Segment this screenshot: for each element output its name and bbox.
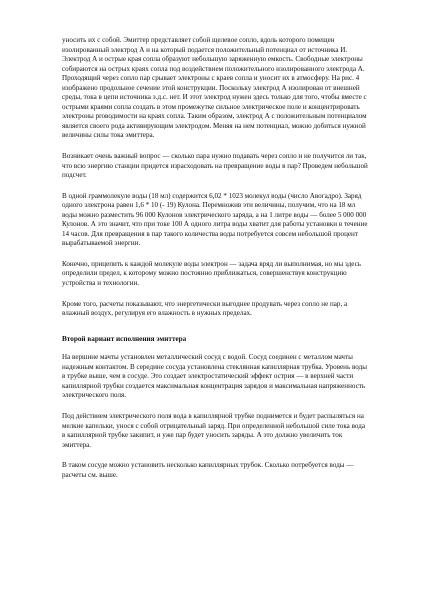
paragraph-limit: Конечно, прицепить к каждой молекуле воды электрон — задача вряд ли выполнимая, но мы здесь определили предел, к которому можно постоянно приближаться, совершенствуя конструкцию устройства и технологии. — [62, 259, 362, 288]
paragraph-several-tubes: В таком сосуде можно установить несколько капиллярных трубок. Сколько потребуется воды — расчеты см. выше. — [62, 461, 354, 479]
paragraph-vessel: На вершине мачты установлен металлический сосуд с водой. Сосуд соединен с металлом мачты надежным контактом. В середине сосуда установлена стеклянная капиллярная трубка. Уровень воды в трубке выше, чем в сосуде. Это создает электростатический эффект острия — в верхней части капиллярной трубки создается максимальная концентрация зарядов и максимальная напряженность электрического поля. — [62, 353, 367, 400]
section-heading: Второй вариант исполнения эмиттера — [62, 334, 187, 343]
paragraph-capillary: Под действием электрического поля вода в капиллярной трубке поднимется и будет распыляться на мелкие капельки, унося с собой отрицательный заряд. При определенной небольшой силе тока вода в капиллярной трубке закипит, и уже пар будет уносить заряды. А это должно увеличить ток эмиттера. — [62, 412, 365, 449]
paragraph-humid-air: Кроме того, расчеты показывают, что энергетически выгоднее продувать через сопло не пар, а влажный воздух, регулируя его влажность в нужных пределах. — [62, 299, 348, 318]
paragraph-steam-question: Возникает очень важный вопрос — сколько пара нужно подавать через сопло и не получится ли так, что всю энергию станции придется израсходовать на превращение воды в пар? Проведем небольшой подсчет. — [62, 152, 368, 180]
paragraph-emitter-description: уносить их с собой. Эмиттер представляет собой щелевое сопло, вдоль которого помещен изолированный электрод А и на который подается положительный потенциал от источника И. Электрод А и острые края сопла образуют небольшую заряженную емкость. Свободные электроны собираются на острых краях сопла под воздействием положительного изолированного электрода А. Проходящий через сопло пар срывает электроны с краев сопла и уносит их в атмосферу. На рис. 4 изображено продольное сечение этой конструкции. Поскольку электрод А изолирован от внешней среды, тока в цепи источника э.д.с. нет. И этот электрод нужен здесь только для того, чтобы вместе с острыми краями сопла создать в этом промежутке сильное электрическое поле и концентрировать электроны proводимости на краях сопла. Таким образом, электрод А с положительным потенциалом является своего рода активирующим электродом. Меняя на нем потенциал, можно добиться нужной величины силы тока эмиттера. — [62, 36, 367, 140]
paragraph-calculation: В одной граммолекуле воды (18 мл) содержится 6,02 * 1023 молекул воды (число Авогадро). Заряд одного электрона равен 1,6 * 10 (- 19) Кулона. Перемножив эти величины, получим, что на 18 мл воды можно разместить 96 000 Кулонов электрического заряда, а на 1 литре воды — более 5 000 000 Кулонов. А это значит, что при токе 100 А одного литра воды хватит для работы установки в течение 14 часов. Для превращения в пар такого количества воды потребуется совсем небольшой процент вырабатываемой энергии. — [62, 191, 368, 248]
document-page — [62, 36, 368, 491]
